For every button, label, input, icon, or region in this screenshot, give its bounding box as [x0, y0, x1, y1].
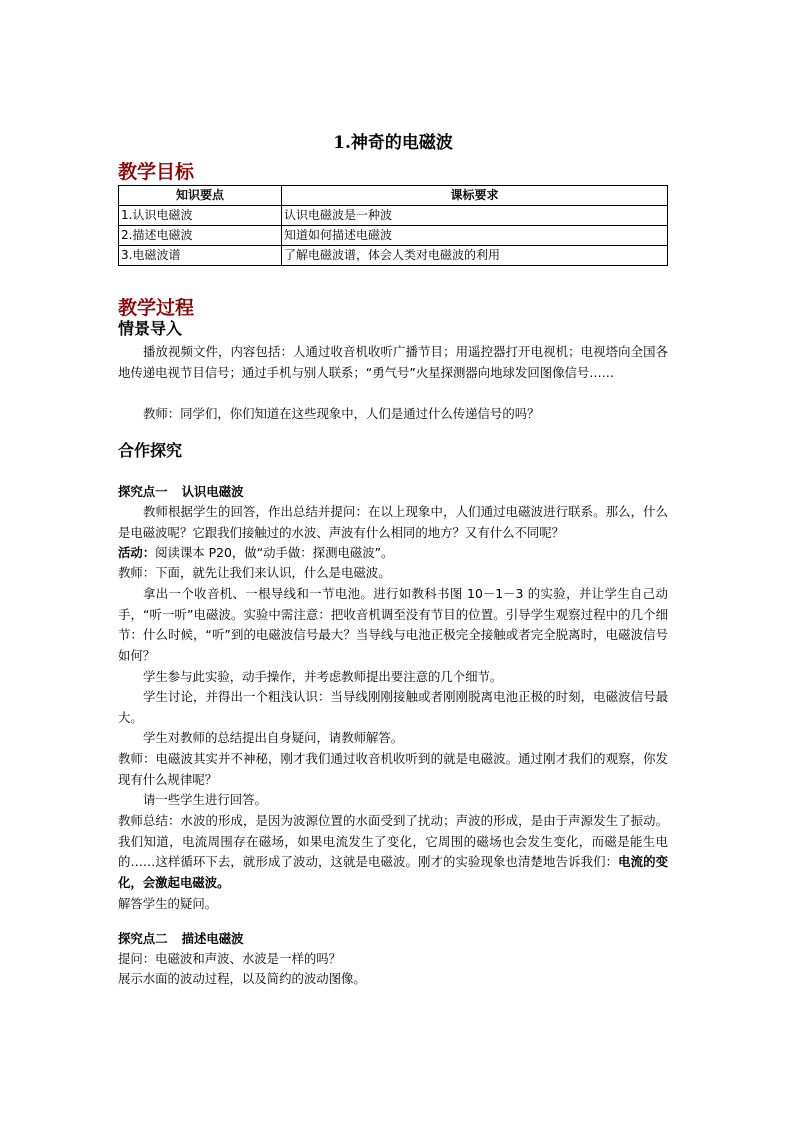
table-cell: 认识电磁波是一种波 [282, 206, 668, 226]
paragraph: 解答学生的疑问。 [118, 896, 218, 911]
paragraph: 教师：电磁波其实并不神秘，刚才我们通过收音机收听到的就是电磁波。通过刚才我们的观察，你发现有什么规律呢？ [118, 751, 668, 787]
table-cell: 3.电磁波谱 [119, 246, 282, 266]
table-cell: 知道如何描述电磁波 [282, 226, 668, 246]
summary-bold: 电流的变化，会激起电磁波。 [118, 854, 669, 890]
table-cell: 1.认识电磁波 [119, 206, 282, 226]
table-row [119, 206, 668, 226]
table-cell: 2.描述电磁波 [119, 226, 282, 246]
paragraph: 拿出一个收音机、一根导线和一节电池。进行如教科书图 10－1－3 的实验，并让学生自己动手，“听一听”电磁波。实验中需注意：把收音机调至没有节目的位置。引导学生观察过程中的几个细节：什么时候，“听”到的电磁波信号最大？当导线与电池正极完全接触或者完全脱离时，电磁波信号如何？ [118, 586, 668, 663]
paragraph: 教师根据学生的回答，作出总结并提问：在以上现象中，人们通过电磁波进行联系。那么，什么是电磁波呢？它跟我们接触过的水波、声波有什么相同的地方？又有什么不同呢？ [118, 504, 668, 540]
table-header-row [119, 186, 668, 206]
paragraph: 学生对教师的总结提出自身疑问，请教师解答。 [143, 730, 404, 745]
intro-question: 教师：同学们，你们知道在这些现象中，人们是通过什么传递信号的吗？ [143, 406, 540, 421]
explore-point-label: 探究点二 [118, 931, 168, 946]
paragraph: 教师：下面，就先让我们来认识，什么是电磁波。 [118, 565, 391, 580]
explore-point-label: 探究点一 [118, 484, 168, 499]
paragraph: 展示水面的波动过程，以及简约的波动图像。 [118, 971, 366, 986]
summary-paragraph [118, 811, 668, 893]
activity-text: 阅读课本 P20，做“动手做：探测电磁波”。 [155, 545, 394, 560]
table-cell: 了解电磁波谱，体会人类对电磁波的利用 [282, 246, 668, 266]
section-heading-process: 教学过程 [118, 297, 195, 319]
page-title: 1.神奇的电磁波 [333, 133, 453, 153]
activity-label: 活动： [118, 545, 156, 560]
paragraph: 提问：电磁波和声波、水波是一样的吗？ [118, 951, 342, 966]
table-row [119, 226, 668, 246]
intro-paragraph: 播放视频文件，内容包括：人通过收音机收听广播节目；用遥控器打开电视机；电视塔向全国各地传递电视节目信号；通过手机与别人联系；“勇气号”火星探测器向地球发回图像信号…… [118, 344, 668, 380]
table-header-cell: 知识要点 [119, 186, 282, 206]
explore-point-name: 描述电磁波 [181, 931, 244, 946]
explore-point-2-heading [118, 929, 258, 949]
explore-point-1-heading [118, 482, 258, 502]
paragraph: 学生讨论，并得出一个粗浅认识：当导线刚刚接触或者刚刚脱离电池正极的时刻，电磁波信号最大。 [118, 689, 668, 725]
table-row [119, 246, 668, 266]
paragraph: 学生参与此实验，动手操作，并考虑教师提出要注意的几个细节。 [143, 669, 503, 684]
summary-text: 教师总结：水波的形成，是因为波源位置的水面受到了扰动；声波的形成，是由于声源发生了振动。我们知道，电流周围存在磁场，如果电流发生了变化，它周围的磁场也会发生变化，而磁是能生电的……这样循环下去，就形成了波动，这就是电磁波。刚才的实验现象也清楚地告诉我们： [118, 813, 668, 870]
subheading-intro: 情景导入 [118, 319, 183, 338]
explore-point-name: 认识电磁波 [181, 484, 244, 499]
activity-line [118, 543, 668, 564]
goals-table [118, 185, 668, 266]
section-heading-goals: 教学目标 [118, 161, 195, 183]
paragraph: 请一些学生进行回答。 [143, 792, 267, 807]
table-header-cell: 课标要求 [282, 186, 668, 206]
subheading-explore: 合作探究 [118, 441, 183, 460]
